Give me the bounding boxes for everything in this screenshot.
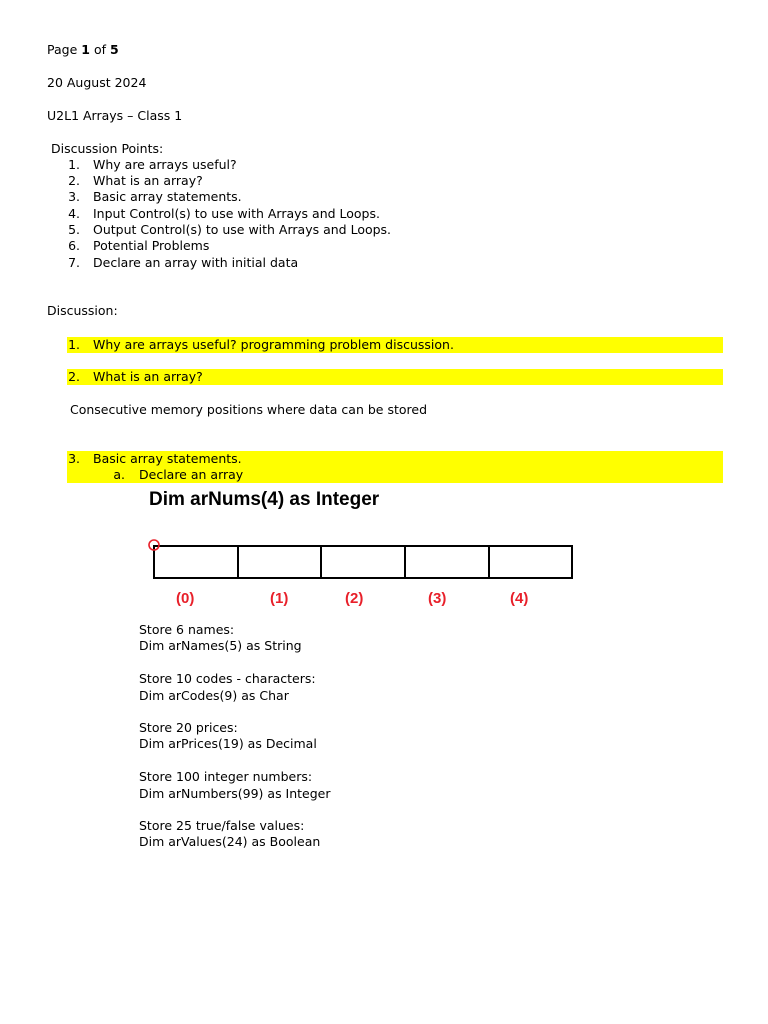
array-definition: Consecutive memory positions where data can be stored	[70, 402, 428, 417]
array-diagram	[145, 536, 585, 586]
list-number: 7.	[68, 255, 80, 270]
list-number: 3.	[68, 451, 80, 466]
array-index-label: (2)	[345, 590, 364, 607]
example-description: Store 6 names:	[139, 622, 235, 637]
example-code: Dim arCodes(9) as Char	[139, 688, 289, 703]
list-number: 3.	[68, 189, 80, 204]
figure-title: Dim arNums(4) as Integer	[149, 489, 380, 510]
of-word: of	[93, 42, 106, 57]
list-text: Basic array statements.	[93, 189, 242, 204]
array-cell	[489, 546, 572, 578]
list-text: What is an array?	[93, 173, 203, 188]
list-text: Declare an array with initial data	[93, 255, 299, 270]
example-description: Store 20 prices:	[139, 720, 238, 735]
list-text: Input Control(s) to use with Arrays and Loops.	[93, 206, 380, 221]
list-text: Potential Problems	[93, 238, 210, 253]
list-number: 6.	[68, 238, 80, 253]
page-total: 5	[109, 42, 119, 57]
list-number: 1.	[68, 157, 80, 172]
document-title: U2L1 Arrays – Class 1	[47, 108, 183, 123]
page-counter	[47, 42, 119, 58]
example-description: Store 10 codes - characters:	[139, 671, 316, 686]
list-number: 4.	[68, 206, 80, 221]
subitem-declare: Declare an array	[139, 467, 244, 482]
discussion-item-basic: Basic array statements.	[93, 451, 242, 466]
list-number: 2.	[68, 173, 80, 188]
page-number: 1	[81, 42, 90, 57]
array-cell	[405, 546, 489, 578]
list-number: 5.	[68, 222, 80, 237]
discussion-item-what: What is an array?	[93, 369, 203, 384]
array-index-label: (3)	[428, 590, 447, 607]
array-index-label: (1)	[270, 590, 289, 607]
example-code: Dim arNames(5) as String	[139, 638, 302, 653]
discussion-item-useful: Why are arrays useful? programming problem discussion.	[93, 337, 454, 352]
example-code: Dim arValues(24) as Boolean	[139, 834, 321, 849]
array-index-label: (0)	[176, 590, 195, 607]
list-letter: a.	[113, 467, 125, 482]
array-cell	[321, 546, 405, 578]
list-text: Why are arrays useful?	[93, 157, 237, 172]
list-number: 1.	[68, 337, 80, 352]
page-word: Page	[47, 42, 78, 57]
list-number: 2.	[68, 369, 80, 384]
array-cell	[154, 546, 238, 578]
example-code: Dim arNumbers(99) as Integer	[139, 786, 331, 801]
example-code: Dim arPrices(19) as Decimal	[139, 736, 317, 751]
discussion-heading: Discussion:	[47, 303, 118, 318]
example-description: Store 100 integer numbers:	[139, 769, 313, 784]
discussion-points-heading: Discussion Points:	[51, 141, 164, 156]
list-text: Output Control(s) to use with Arrays and Loops.	[93, 222, 392, 237]
array-index-label: (4)	[510, 590, 529, 607]
document-date: 20 August 2024	[47, 75, 147, 90]
array-cell	[238, 546, 321, 578]
example-description: Store 25 true/false values:	[139, 818, 305, 833]
